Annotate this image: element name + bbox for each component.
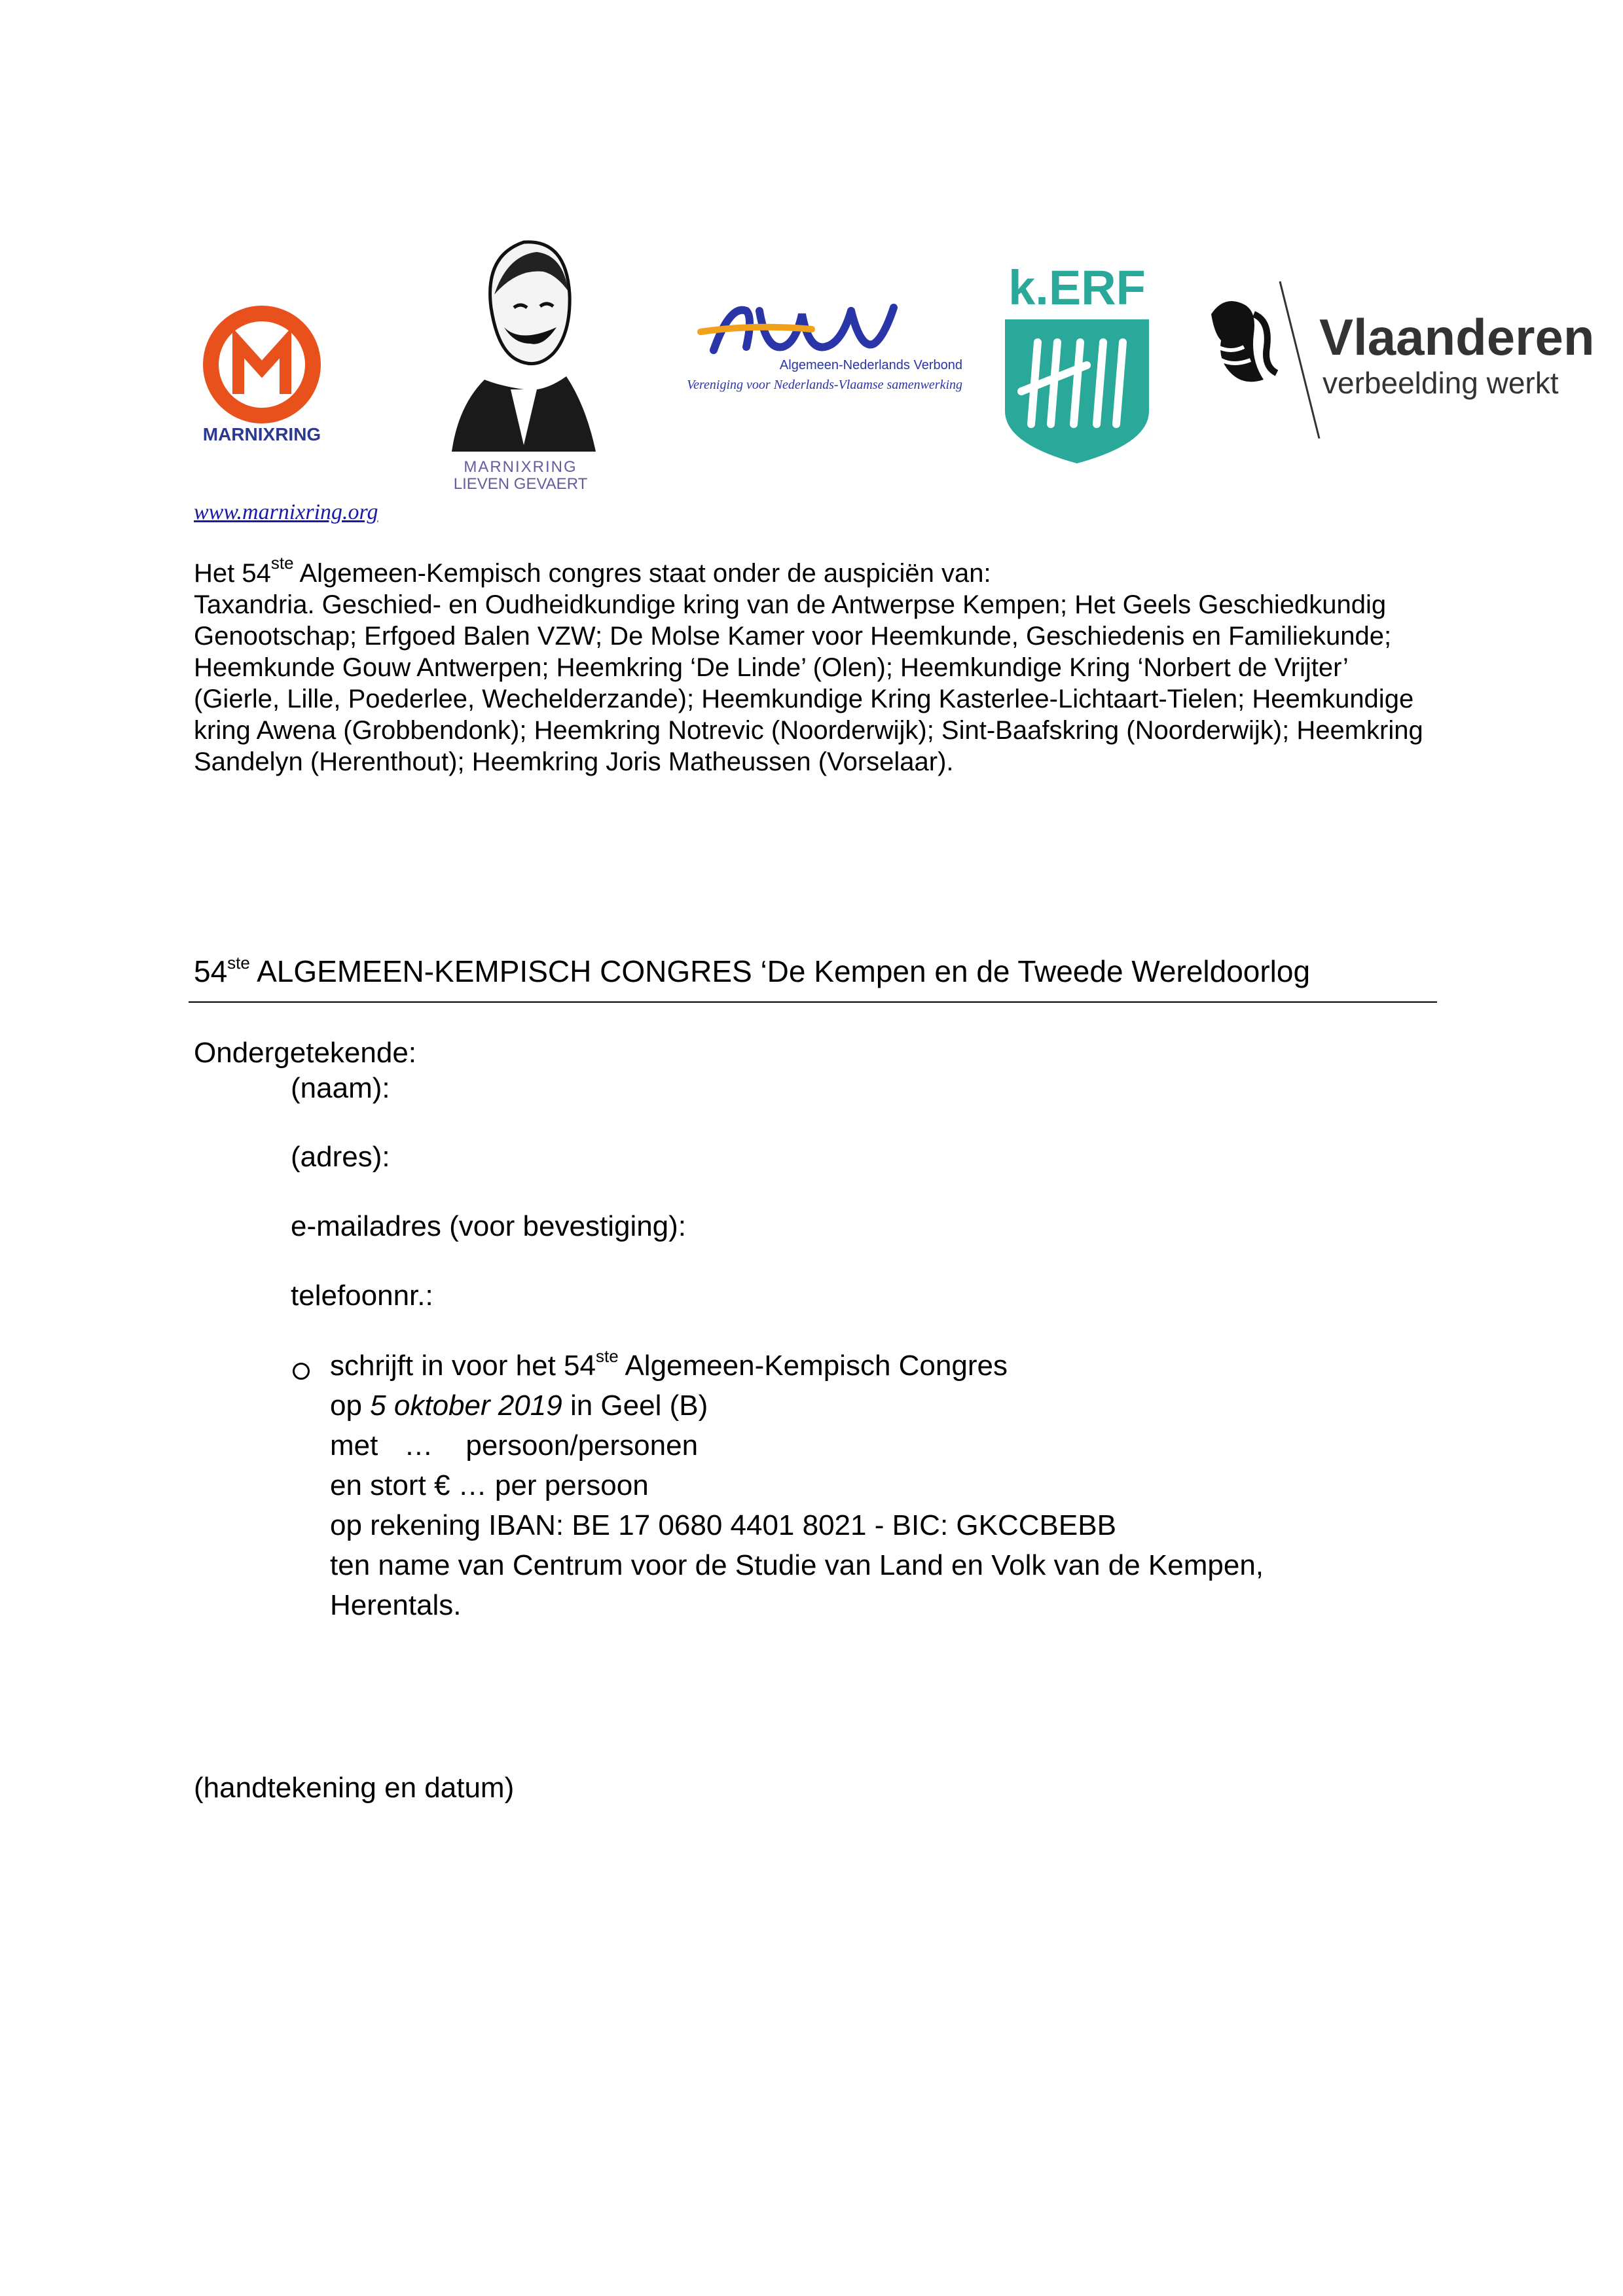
website-link[interactable]: www.marnixring.org bbox=[194, 500, 378, 524]
option-line3-post: persoon/personen bbox=[465, 1429, 699, 1462]
heading-pre: 54 bbox=[194, 954, 228, 988]
logo-vlaanderen bbox=[1198, 275, 1595, 439]
vlaanderen-tagline: verbeelding werkt bbox=[1322, 366, 1559, 400]
intro-line1-sup: ste bbox=[270, 553, 294, 573]
option-line6: ten name van Centrum voor de Studie van Land en Volk van de Kempen, bbox=[330, 1549, 1264, 1581]
intro-body: Taxandria. Geschied- en Oudheidkundige kring van de Antwerpse Kempen; Het Geels Geschiedkundig Genootschap; Erfgoed Balen VZW; De Molse Kamer voor Heemkunde, Geschiedenis en Familiekunde; Heemkunde Gouw Antwerpen; Heemkring ‘De Linde’ (Olen); Heemkundige Kring ‘Norbert de Vrijter’ (Gierle, Lille, Poederlee, Wechelderzande); Heemkundige Kring Kasterlee-Lichtaart-Tielen; Heemkundige kring Awena (Grobbendonk); Heemkring Notrevic (Noorderwijk); Sint-Baafskring (Noorderwijk); Heemkring Sandelyn (Herenthout); Heemkring Joris Matheussen (Vorselaar). bbox=[194, 590, 1423, 776]
option-line1-sup: ste bbox=[595, 1346, 619, 1366]
intro-paragraph bbox=[194, 553, 1438, 778]
logo-anv bbox=[655, 298, 962, 403]
anv-logo-line1: Algemeen-Nederlands Verbond bbox=[779, 358, 962, 372]
intro-first-line bbox=[194, 553, 1438, 589]
address-field[interactable]: (adres): bbox=[291, 1141, 390, 1173]
gevaert-logo-line2: LIEVEN GEVAERT bbox=[453, 475, 588, 493]
anv-logo-icon bbox=[655, 298, 962, 357]
option-line7: Herentals. bbox=[330, 1589, 462, 1621]
heading-divider bbox=[189, 1001, 1437, 1003]
logo-kerf bbox=[1002, 262, 1152, 465]
option-line2 bbox=[330, 1386, 1264, 1426]
logo-gevaert bbox=[445, 229, 596, 497]
kerf-shield-icon bbox=[1002, 319, 1152, 463]
gevaert-logo-line1: MARNIXRING bbox=[464, 458, 577, 476]
page-title bbox=[194, 953, 1438, 990]
option-line1-pre: schrijft in voor het 54 bbox=[330, 1350, 596, 1382]
intro-line1-post: Algemeen-Kempisch congres staat onder de auspiciën van: bbox=[293, 559, 991, 588]
lion-icon bbox=[1198, 275, 1329, 439]
heading-post: ALGEMEEN-KEMPISCH CONGRES ‘De Kempen en de Tweede Wereldoorlog bbox=[249, 954, 1311, 988]
registration-checkbox[interactable] bbox=[293, 1363, 310, 1380]
option-line4: en stort € … per persoon bbox=[330, 1469, 649, 1501]
option-line1-post: Algemeen-Kempisch Congres bbox=[618, 1350, 1008, 1382]
email-field[interactable]: e-mailadres (voor bevestiging): bbox=[291, 1210, 687, 1242]
marnixring-logo-text: MARNIXRING bbox=[202, 424, 321, 444]
kerf-logo-text: k.ERF bbox=[1008, 260, 1146, 315]
anv-logo-line2: Vereniging voor Nederlands-Vlaamse samenwerking bbox=[687, 378, 962, 392]
option-line2-pre: op bbox=[330, 1390, 371, 1422]
registration-option bbox=[330, 1346, 1264, 1625]
option-line3 bbox=[330, 1426, 1264, 1465]
option-line1 bbox=[330, 1346, 1264, 1386]
signatory-label: Ondergetekende: bbox=[194, 1037, 417, 1069]
congress-date: 5 oktober 2019 bbox=[370, 1390, 562, 1422]
phone-field[interactable]: telefoonnr.: bbox=[291, 1280, 433, 1312]
heading-sup: ste bbox=[227, 953, 250, 973]
logo-marnixring bbox=[196, 302, 327, 453]
marnixring-logo-icon bbox=[196, 302, 327, 427]
option-line2-post: in Geel (B) bbox=[562, 1390, 708, 1422]
option-line5: op rekening IBAN: BE 17 0680 4401 8021 - BIC: GKCCBEBB bbox=[330, 1509, 1116, 1541]
intro-line1-pre: Het 54 bbox=[194, 559, 271, 588]
portrait-icon bbox=[445, 229, 596, 452]
persons-count-blank[interactable]: … bbox=[404, 1429, 433, 1462]
option-line3-pre: met bbox=[330, 1429, 378, 1462]
name-field[interactable]: (naam): bbox=[291, 1072, 390, 1104]
vlaanderen-title: Vlaanderen bbox=[1319, 308, 1595, 366]
signature-field[interactable]: (handtekening en datum) bbox=[194, 1772, 515, 1804]
